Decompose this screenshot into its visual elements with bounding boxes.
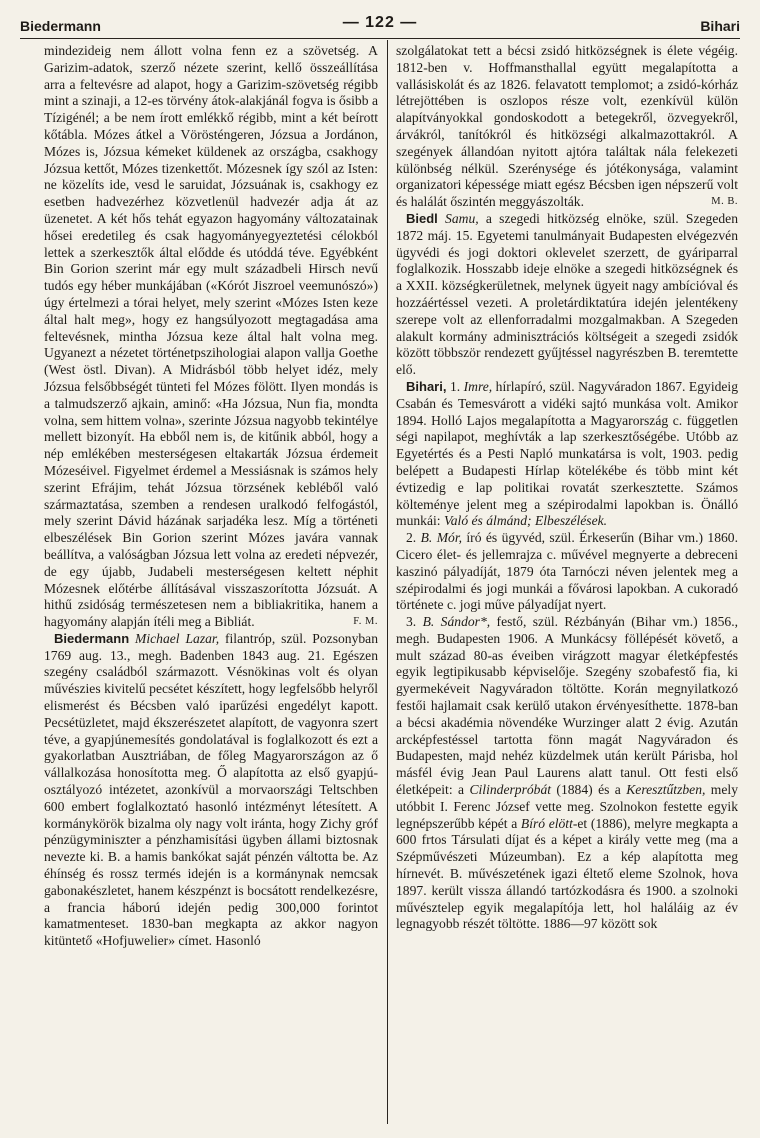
entry-name: Michael Lazar, — [135, 630, 220, 646]
work-title: Keresztűtzben, — [626, 782, 706, 798]
entry-number: 2. — [406, 530, 417, 546]
entry-text: filantróp, szül. Pozsonyban 1769 aug. 13., megh. Badenben 1843 aug. 21. Egészen szegény családból származott. Vésnökinas volt és olyan művészies kivitelű pecsétet készített, hogy legfelsőbb helyről elismerést és Bécsben való iparűzési engedélyt kapott. Pecsétüzletet, majd ékszerészetet alapított, de vagyonra szert téve, a gyapjúnemesítés gondolatával is foglalkozott és ezt a gyakorlatban Ausztriában, de főleg Magyarországon az ő vállalkozása honosította meg. Ő alapította az első gyapjú-osztályozó intézetet, azonkívül a morvaországi Teltschben 600 embert foglalkoztató hasonló intézményt létesített. A kormánykörök bizalma oly nagy volt iránta, hogy Zichy gróf pénzügyminiszter a pénzhamisítási ügyben állami biztosnak nevezte ki. B. a hamis bankókat saját pénzén váltotta be. Az éhínség és rossz termés idején is a kormánynak nemcsak gabonakészletet, hanem készpénzt is bocsátott rendelkezésre, a francia háború idején pedig 300,000 forintot kamatmenteset. 1830-ban megkapta az akkor nagyon kitüntető «Hofjuwelier» címet. Hasonló — [44, 630, 378, 949]
entry-number: 3. — [406, 614, 417, 630]
entry-number: 1. — [446, 378, 461, 394]
left-column — [44, 43, 378, 1128]
entry-text: szolgálatokat tett a bécsi zsidó hitközségnek is élete végéig. 1812-ben v. Hoffmansthallal együtt megalapította a vallásiskolát és az 1826. felavatott templomot; a zsidó-kórház létrejöttében is oszlopos része volt, ezenkívül külön alapítványokkal gondoskodott a betegekről, özvegyekről, árvákról, tanítókról és hitközségi alkalmazottakról. A szegények állandóan nyitott ajtóra találtak nála felekezeti különbség nélkül. Szerénysége és jótékonysága, valamint organizatori képessége miatt egész Bécsben igen népszerű volt és halálát őszintén meggyászolták. — [396, 43, 738, 210]
entry-text: író és ügyvéd, szül. Érkeserűn (Bihar vm.) 1860. Cicero élet- és jellemrajza c. művével megnyerte a debreceni kaszinó pályadíját, 1879 óta Tarnóczi néven jelentek meg a szépirodalmi és jogi munkái a fővárosi lapokban. A cukoradó története c. jogi műve pályadíjat nyert. — [396, 530, 738, 613]
header-rule — [20, 38, 740, 39]
entry-biedl — [396, 211, 738, 379]
article-text: mindezideig nem állott volna fenn ez a szövetség. A Garizim-adatok, szerző nézete szerint, kellő összeállítása arra a feltevésre ad alapot, hogy a Garizim-szövetség régibb mint a szinaji, a 12-es törvény átok-alakjánál fogva is ősibb a Tízigénél; a be nem írott emlékkő régibb, mint a két beírott kőtábla. Mózes átkel a Vörösténgeren, Józsua a Jordánon, Mózes is, Józsua kémeket küldenek az országba, csakhogy Józsua kettőt, Mózes tizenkettőt. Mózesnek így szól az Isten: ne közelíts ide, vesd le saruidat, Józsuának is, csakhogy ez esetben hadvezérhez közvetlenül hadvezér adja át az üzenetet. A két hős tehát egyazon hagyomány változatainak hősei eredetileg és csak hagyományegyeztetési célokból lettek a szerkesztők által elődde és utóddá téve. Egyébként Bin Gorion szerint már egy mult századbeli Hirsch nevű tudós egy héber munkájában («Kórót Jiszroel veemunószó») úgy értelmezi a tórai helyet, mely szerint «Mózes Isten keze által halt meg», hogy ez hangsúlyozott megtagadása ama feltevésnek, mintha Józsua keze által halt volna meg. Ugyanezt a nézetet történetpszihologiai alapon vallja Goethe (West östl. Divan). A Midrásból több helyet idéz, mely Józsua felsőbbségét tünteti fel Mózes fölött. Ilyen mondás is a talmudszerző ajkain, aminő: «Ha Józsua, Nun fia, mondta volna, sem hittem volna», szerinte Józsua nagyobb tekintélye mellett bizonyít. Ha ebből nem is, de kitűnik abból, hogy a nép emlékében mesterségesen eltakarták Józsua érdemeit Mózeséivel. Figyelmet érdemel a Messiásnak is számos hely szerint Efrájim, tehát Józsua törzsének kebléből való származtatása, szemben a rendesen uralkodó felfogástól, mely szerint Dávid házának sarjadéka lesz. Míg a történeti elbeszélések Bin Gorion szerint Mózes javára vannak beállítva, a valóságban Józsua lett volna az eredeti népvezér, de egy újabb, Judabeli mesterségesen keltett néphit Mózesnek előtérbe állításával visszaszorította Józsuát. A hithű zsidóság természetesen nem a bibliakritika, hanem a hagyomány alapján ítéli meg a Bibliát. — [44, 43, 378, 630]
entry-name: B. Sándor*, — [422, 614, 491, 630]
work-title: Cilinderpróbát — [469, 782, 552, 798]
entry-text: a szegedi hitközség elnöke, szül. Szegeden 1872 máj. 15. Egyetemi tanulmányait Budapesten elvégezvén ügyvédi és jogi doktori oklevelet szerzett, de gyáriparral foglalkozik. Hosszabb ideje elnöke a szegedi hitközségnek és a XXII. községkerületnek, melynek ügyeit nagy ambícióval és hozzáértéssel vezeti. A proletárdiktatúra idején jelentékeny szerepe volt az ellenforradalmi mozgalmakban. A Szegeden alakult kormány adminisztrációs költségeit a szegedi zsidók között többször rendezett gyűjtéssel nagyrészben B. teremtette elő. — [396, 210, 738, 378]
author-signature: M. B. — [711, 196, 738, 208]
entry-name: B. Mór, — [420, 530, 463, 546]
entry-headword: Bihari, — [406, 378, 447, 394]
column-divider — [387, 40, 388, 1124]
work-title: Bíró elött — [520, 815, 573, 831]
entry-bihari-mor — [396, 530, 738, 614]
entry-name: Samu, — [445, 210, 479, 226]
header-right-word: Bihari — [700, 18, 740, 34]
entry-name: Imre, — [463, 378, 493, 394]
entry-continuation — [396, 43, 738, 211]
entry-works: Való és álmánd; Elbeszélések. — [443, 513, 608, 529]
article-continuation — [44, 43, 378, 631]
running-header — [20, 14, 740, 38]
entry-text: (1884) és a — [551, 782, 627, 798]
entry-text: mely utóbbit I. Ferenc József vette meg. Szolnokon festette egyik legnépszerűbb képét a — [396, 782, 738, 831]
entry-text: festő, szül. Rézbányán (Bihar vm.) 1856., megh. Budapesten 1906. A Munkácsy föllépését követő, a mult század 80-as éveiben virágzott magyar életképfestés egyik legtipikusabb képviselője. Szegény szobafestő fia, ki gyermekéveit Nagyváradon töltötte. Korán megnyilatkozó festői hajlamait csak kerülő utakon érvényesíthette. 1878-ban a bécsi akadémia növendéke Wurzinger alatt 2 évig. Azután arcképfestéssel tartotta fönn magát Nagyváradon és Budapesten, majd nehéz küzdelmek után került Párisba, hol másfél évig Jean Paul Laurens alatt tanul. Ott festi első életképeit: a — [396, 614, 738, 798]
entry-biedermann — [44, 631, 378, 950]
entry-text: hírlapíró, szül. Nagyváradon 1867. Egyideig Csabán és Temesvárott a vidéki sajtó munkása volt. Amikor 1894. Holló Lajos megalapította a Magyarország c. független ségi napilapot, meghívták a lap szerkesztőségébe. Utóbb az Egyetértés és a Pesti Napló munkatársa is volt, 1903. pedig belépett a Budapesti Hírlap kötelékébe és több mint két évtizedig e lap politikai rovatát szerkesztette. Számos költeménye jelent meg a szépirodalmi lapokban is. Önálló munkái: — [396, 378, 738, 529]
entry-bihari-imre — [396, 379, 738, 530]
author-signature: F. M. — [353, 616, 378, 628]
entry-text: -et (1886), melyre megkapta a 600 frtos Társulati díjat és a képet a király vette meg (ma a Szépművészeti Múzeumban). Ez a kép alapította meg hírnevét. B. művészetének igazi éltető eleme Szolnok, hova 1897. került vissza állandó tartózkodásra és 1900. a szolnoki művésztelep egyik megalapítója lett, hol haláláig az év legnagyobb részét töltötte. 1886—97 között sok — [396, 815, 738, 932]
page-number: — 122 — — [342, 14, 418, 31]
entry-headword: Biedermann — [54, 630, 130, 646]
right-column — [396, 43, 738, 1128]
entry-headword: Biedl — [406, 210, 438, 226]
header-left-word: Biedermann — [20, 18, 101, 34]
entry-bihari-sandor — [396, 614, 738, 933]
